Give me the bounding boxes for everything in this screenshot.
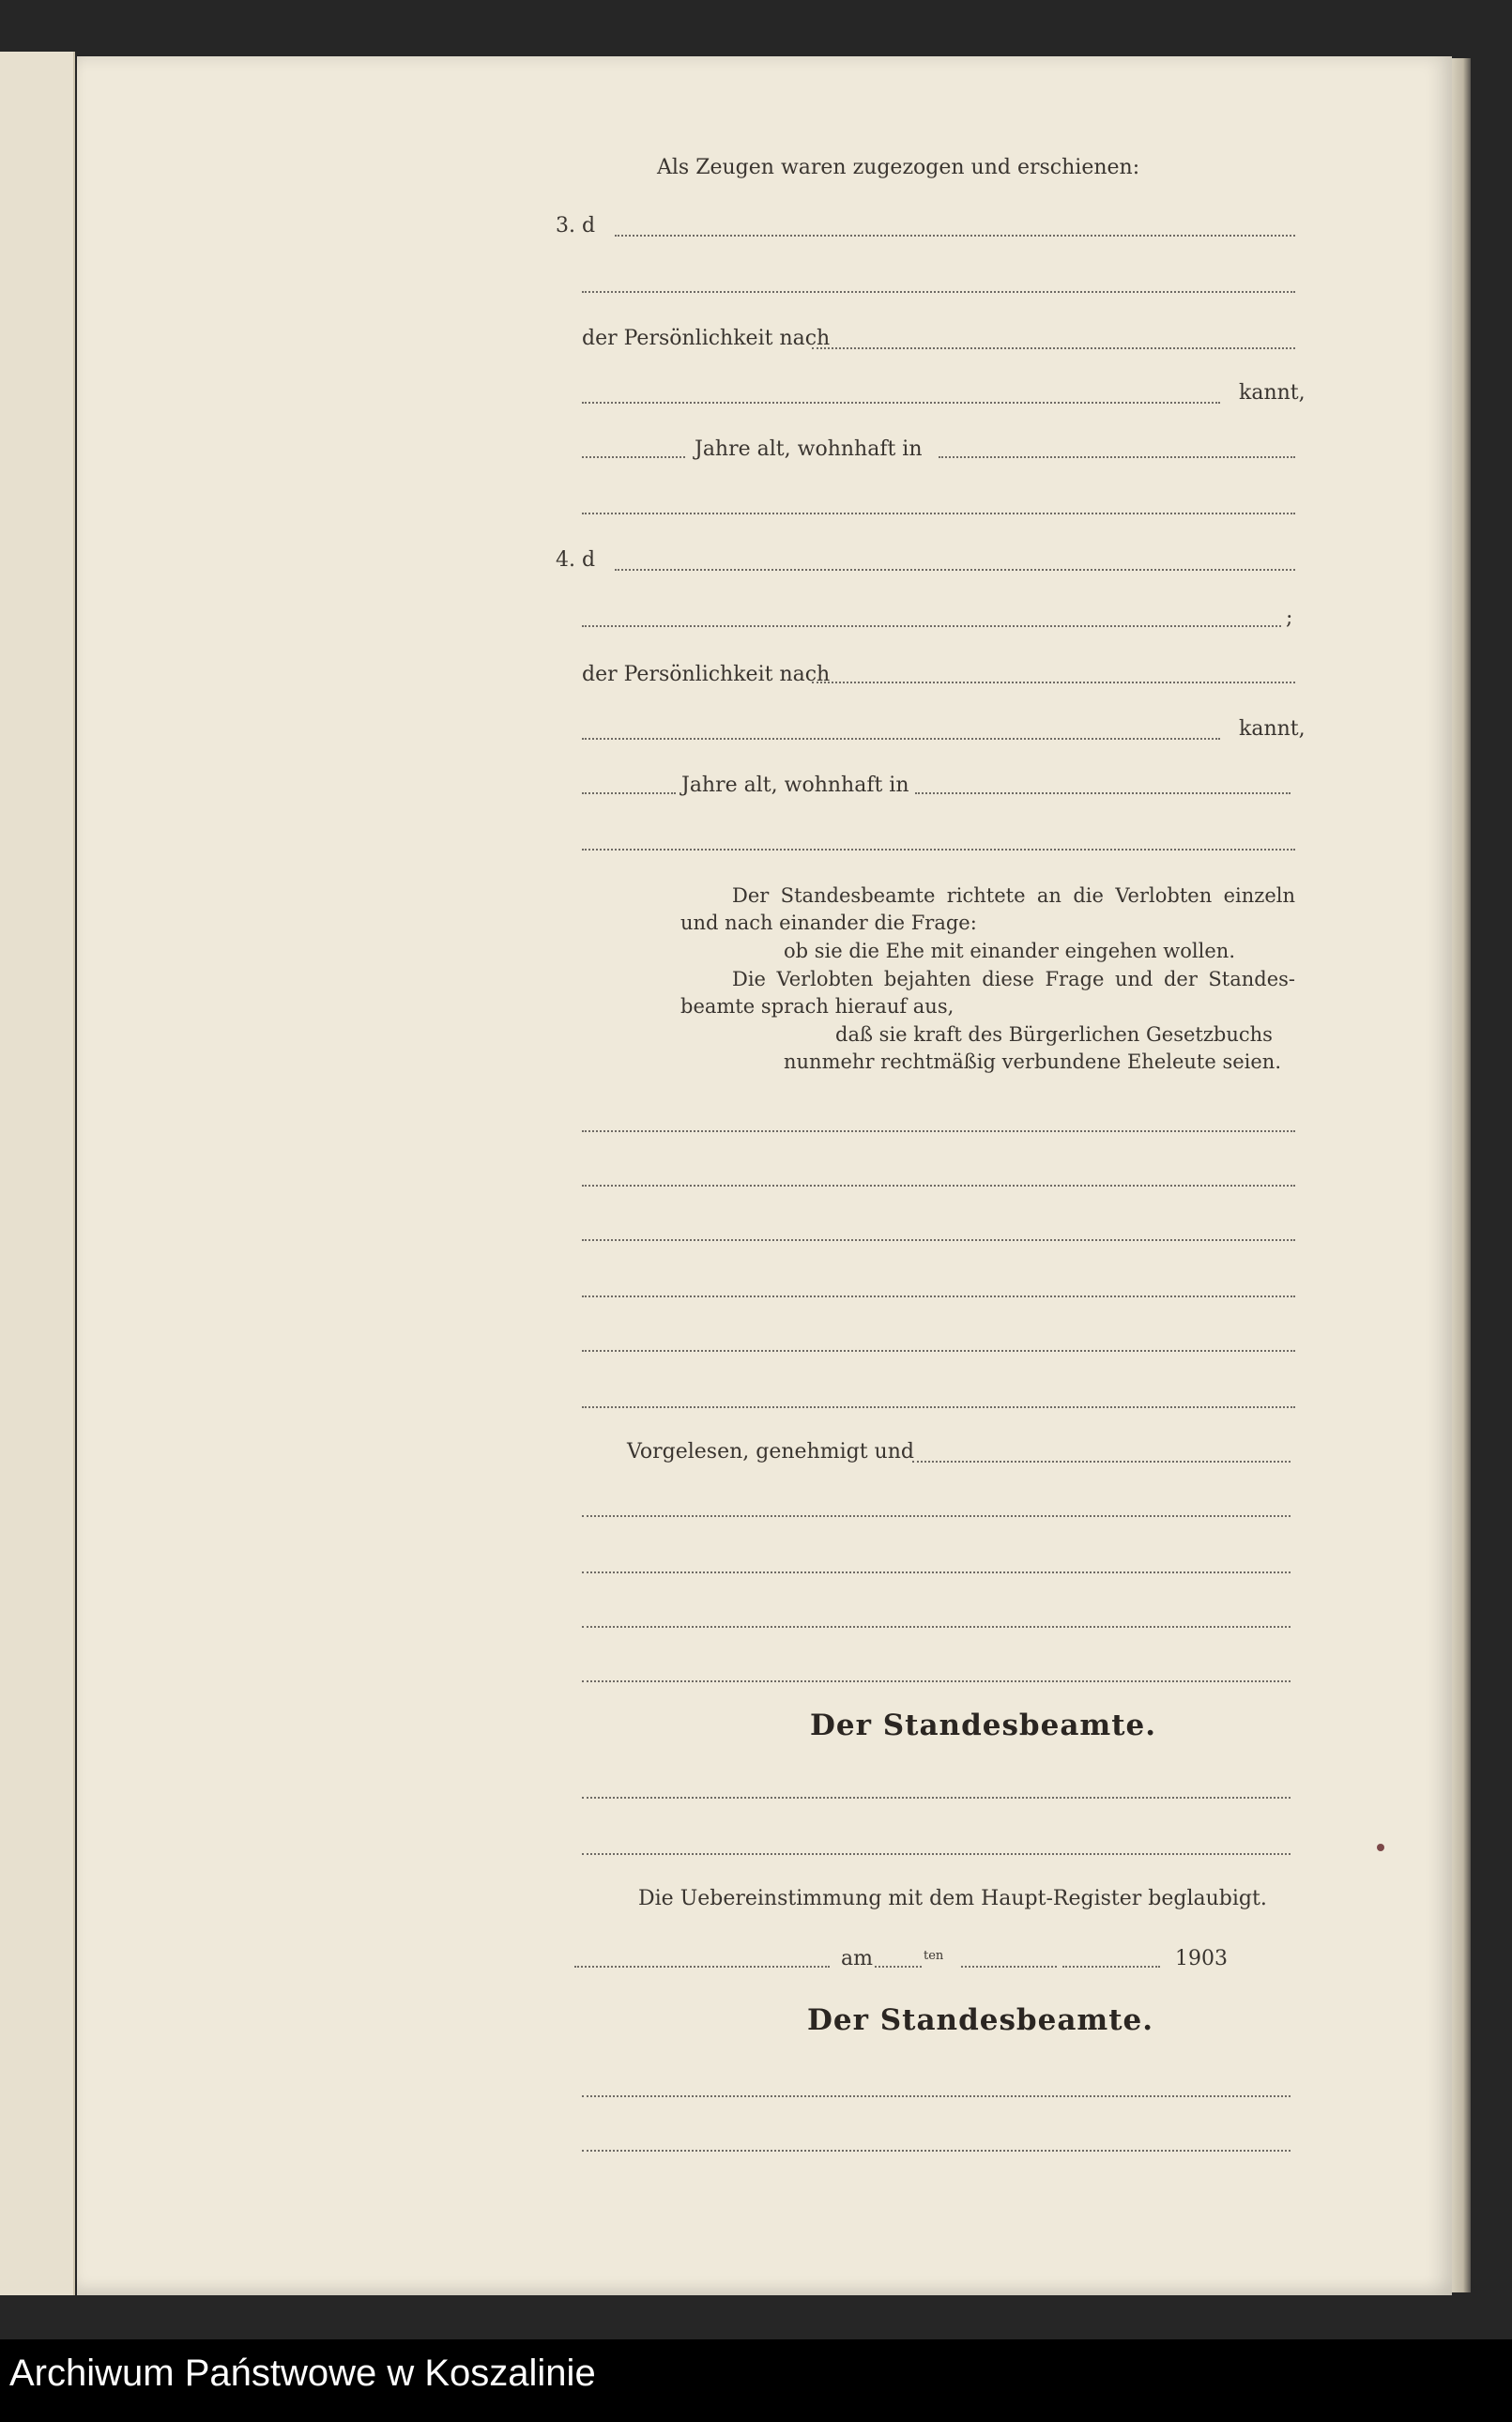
registrar-title-2: Der Standesbeamte. xyxy=(807,2003,1154,2037)
read-approved-line xyxy=(912,1461,1291,1463)
date-day-line xyxy=(875,1966,922,1968)
witness-4-line-5 xyxy=(582,849,1295,851)
witness-3-kannt: kannt, xyxy=(1239,381,1306,405)
witness-4-line-2 xyxy=(582,625,1281,627)
witnesses-heading: Als Zeugen waren zugezogen und erschienen: xyxy=(657,156,1140,179)
blank-line-6 xyxy=(582,1406,1295,1408)
witness-3-identity-line xyxy=(812,347,1295,349)
question-paragraph: Der Standesbeamte richtete an die Verlobten einzeln und nach einander die Frage: xyxy=(680,884,1295,934)
blank-line-1 xyxy=(582,1130,1295,1132)
blank-line-2 xyxy=(582,1185,1295,1187)
blank-line-3 xyxy=(582,1239,1295,1241)
witness-4-known-line xyxy=(582,738,1220,740)
witness-3-age-residence: Jahre alt, wohnhaft in xyxy=(695,437,923,461)
certification-year: 1903 xyxy=(1175,1947,1228,1970)
signature-line-1 xyxy=(582,1515,1291,1517)
date-am-label: am xyxy=(841,1947,873,1970)
witness-4-kannt: kannt, xyxy=(1239,717,1306,741)
witness-3-identity-label: der Persönlichkeit nach xyxy=(582,327,831,350)
date-month-line-1 xyxy=(961,1966,1057,1968)
witness-3-line-5 xyxy=(582,513,1295,514)
registrar-2-line-2 xyxy=(582,2150,1291,2152)
registrar-2-line-1 xyxy=(582,2095,1291,2097)
blank-line-4 xyxy=(582,1295,1295,1297)
date-day-suffix: ten xyxy=(924,1949,944,1963)
witness-4-identity-line xyxy=(812,682,1295,683)
witness-4-name-line xyxy=(615,569,1295,571)
signature-line-4 xyxy=(582,1680,1291,1682)
read-approved-label: Vorgelesen, genehmigt und xyxy=(627,1440,914,1464)
witness-3-residence-line xyxy=(939,456,1295,458)
witness-4-identity-label: der Persönlichkeit nach xyxy=(582,663,831,686)
certification-text: Die Uebereinstimmung mit dem Haupt-Register beglaubigt. xyxy=(638,1887,1267,1910)
archive-name: Archiwum Państwowe w Koszalinie xyxy=(9,2353,596,2394)
registrar-title-1: Der Standesbeamte. xyxy=(810,1709,1157,1742)
certification-place-line xyxy=(574,1966,830,1968)
witness-4-prefix: 4. d xyxy=(556,548,596,572)
registrar-line-1 xyxy=(582,1797,1291,1799)
left-page-edge xyxy=(0,52,75,2295)
ink-stain xyxy=(1377,1844,1384,1851)
witness-4-age-residence: Jahre alt, wohnhaft in xyxy=(681,774,909,797)
answer-paragraph: Die Verlobten bejahten diese Frage und der Standes-beamte sprach hierauf aus, xyxy=(680,968,1295,1018)
witness-3-known-line xyxy=(582,402,1220,404)
registrar-line-2 xyxy=(582,1853,1291,1855)
witness-3-name-line xyxy=(615,235,1295,237)
declaration-text: daß sie kraft des Bürgerlichen Gesetzbuchs nunmehr rechtmäßig verbundene Eheleute seien. xyxy=(784,1023,1282,1073)
question-text: ob sie die Ehe mit einander eingehen wollen. xyxy=(784,940,1235,962)
witness-3-prefix: 3. d xyxy=(556,214,596,238)
witness-4-age-line xyxy=(582,792,676,794)
signature-line-2 xyxy=(582,1571,1291,1573)
signature-line-3 xyxy=(582,1626,1291,1628)
witness-3-line-2 xyxy=(582,291,1295,293)
right-page-edge xyxy=(1452,58,1471,2292)
blank-line-5 xyxy=(582,1350,1295,1352)
date-month-line-2 xyxy=(1062,1966,1160,1968)
witness-4-residence-line xyxy=(915,792,1291,794)
witness-4-semicolon: ; xyxy=(1286,606,1293,630)
witness-3-age-line xyxy=(582,456,685,458)
